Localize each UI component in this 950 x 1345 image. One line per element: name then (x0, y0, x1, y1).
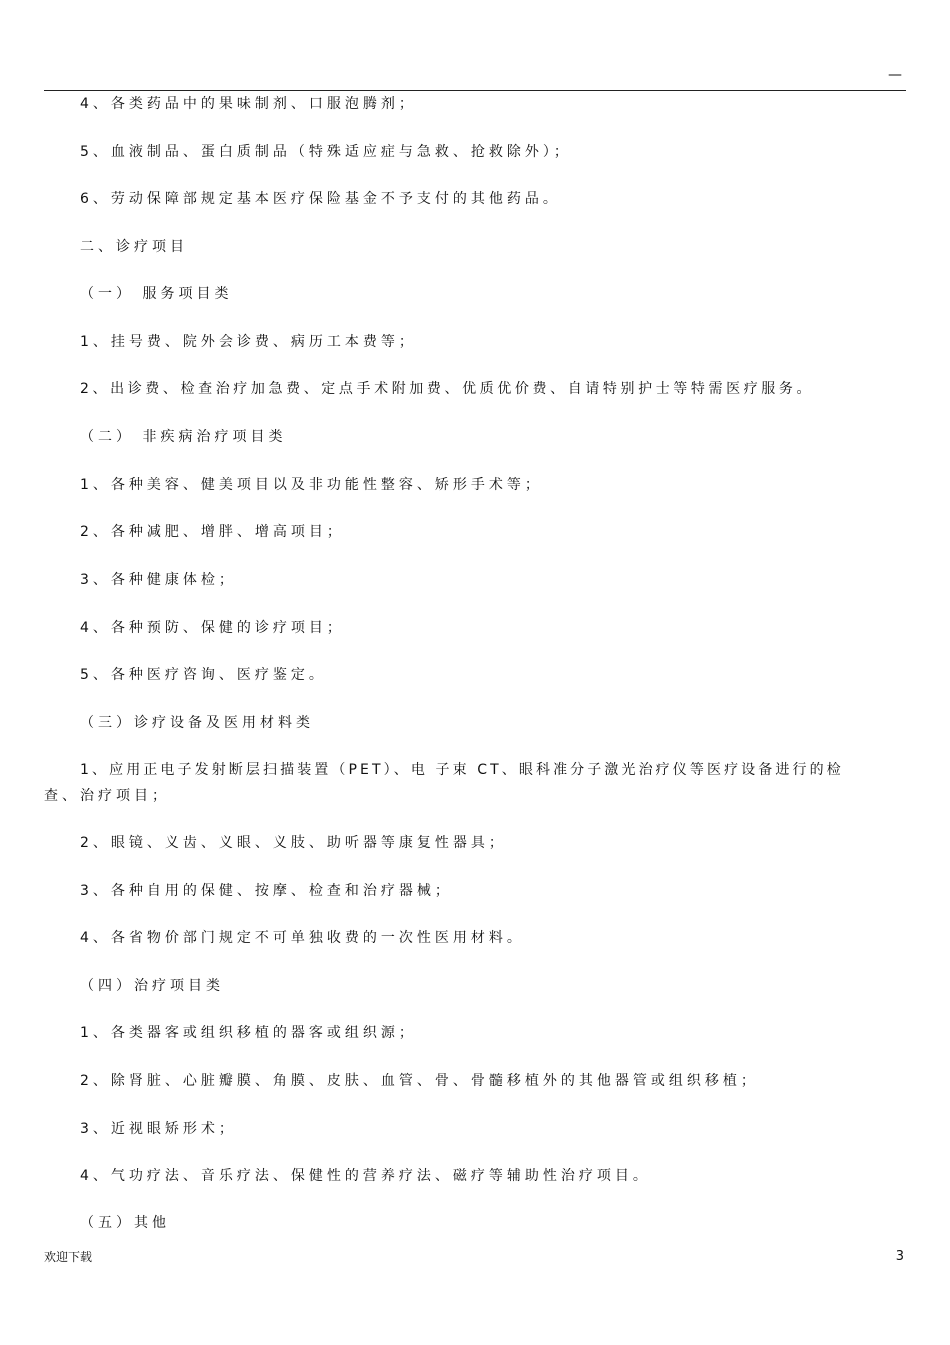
text-line: 3、近视眼矫形术； (80, 1121, 237, 1137)
subsection-heading: （四）治疗项目类 (80, 978, 224, 994)
text-line: 查、治疗项目； (44, 788, 170, 804)
text-line: 1、各种美容、健美项目以及非功能性整容、矫形手术等； (80, 477, 543, 493)
text-line: 2、除肾脏、心脏瓣膜、角膜、皮肤、血管、骨、骨髓移植外的其他器管或组织移植； (80, 1073, 759, 1089)
text-line: 4、各省物价部门规定不可单独收费的一次性医用材料。 (80, 930, 525, 946)
subsection-heading: （三）诊疗设备及医用材料类 (80, 715, 314, 731)
text-line: 2、眼镜、义齿、义眼、义肢、助听器等康复性器具； (80, 835, 507, 851)
text-line: 5、各种医疗咨询、医疗鉴定。 (80, 667, 327, 683)
text-line: 3、各种自用的保健、按摩、检查和治疗器械； (80, 883, 453, 899)
subsection-heading: （一） 服务项目类 (80, 286, 233, 302)
header-mark: — (888, 67, 902, 83)
text-line: 4、各种预防、保健的诊疗项目； (80, 620, 345, 636)
text-line: 2、各种减肥、增胖、增高项目； (80, 524, 345, 540)
page-number: 3 (895, 1249, 904, 1264)
footer-label: 欢迎下载 (44, 1250, 93, 1264)
text-line: 3、各种健康体检； (80, 572, 237, 588)
text-line: 2、出诊费、检查治疗加急费、定点手术附加费、优质优价费、自请特别护士等特需医疗服务。 (80, 381, 815, 397)
subsection-heading: （五）其他 (80, 1215, 170, 1231)
text-line: 4、气功疗法、音乐疗法、保健性的营养疗法、磁疗等辅助性治疗项目。 (80, 1168, 651, 1184)
text-line: 5、血液制品、蛋白质制品（特殊适应症与急救、抢救除外）； (80, 144, 572, 160)
text-line: 4、各类药品中的果味制剂、口服泡腾剂； (80, 96, 417, 112)
text-line: 1、各类器客或组织移植的器客或组织源； (80, 1025, 417, 1041)
subsection-heading: （二） 非疾病治疗项目类 (80, 429, 287, 445)
text-line: 1、挂号费、院外会诊费、病历工本费等； (80, 334, 417, 350)
text-line: 6、劳动保障部规定基本医疗保险基金不予支付的其他药品。 (80, 191, 561, 207)
section-heading: 二、诊疗项目 (80, 239, 188, 255)
text-line: 1、应用正电子发射断层扫描装置（PET）、电 子束 CT、眼科准分子激光治疗仪等医疗设备进行的检 (80, 762, 844, 778)
header-rule (44, 90, 906, 91)
